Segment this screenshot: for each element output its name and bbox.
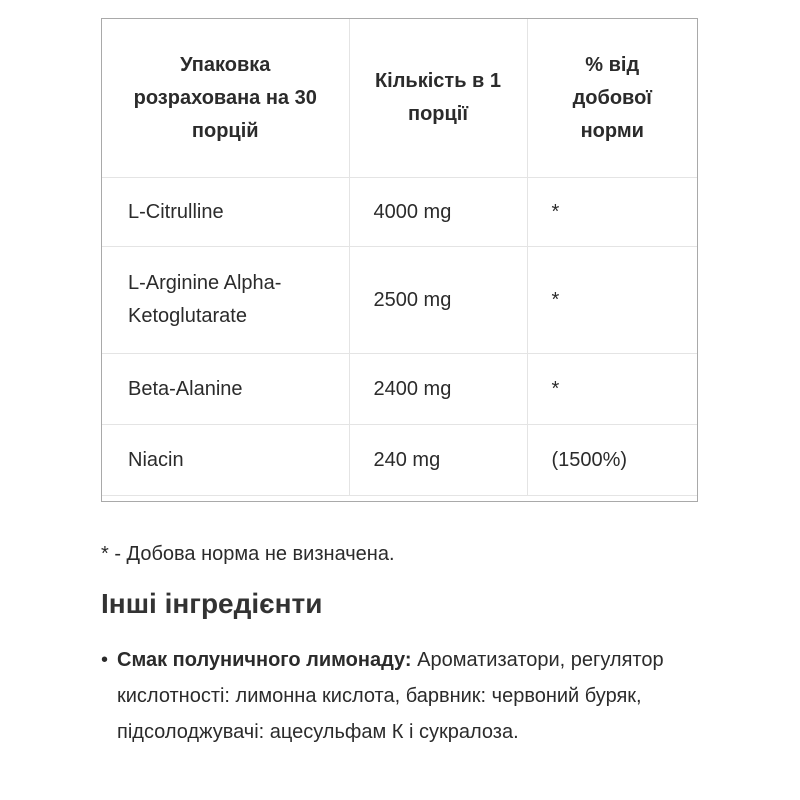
flavor-ingredients-text: Ароматизатори, регулятор кислотності: лимонна кислота, барвник: червоний буряк, підсолоджувачі: ацесульфам К і сукралоза. xyxy=(117,649,664,743)
other-ingredients-title: Інші інгредієнти xyxy=(101,588,323,619)
header-servings: Упаковка розрахована на 30 порцій xyxy=(102,19,349,178)
header-amount: Кількість в 1 порції xyxy=(349,19,527,178)
daily-value-footnote: * - Добова норма не визначена. xyxy=(101,543,395,565)
table-row xyxy=(102,178,697,247)
ingredient-name: Beta-Alanine xyxy=(102,354,349,425)
table-header-row xyxy=(102,19,697,178)
ingredient-name: L-Arginine Alpha-Ketoglutarate xyxy=(102,247,349,354)
ingredient-amount: 2400 mg xyxy=(349,354,527,425)
other-ingredients-list xyxy=(101,642,681,750)
ingredient-daily-value: * xyxy=(527,354,697,425)
ingredient-daily-value: * xyxy=(527,247,697,354)
flavor-label: Смак полуничного лимонаду: xyxy=(117,649,412,671)
supplement-table xyxy=(102,19,697,496)
ingredient-amount: 2500 mg xyxy=(349,247,527,354)
ingredient-daily-value: (1500%) xyxy=(527,425,697,496)
header-daily-value: % від добової норми xyxy=(527,19,697,178)
bullet-icon: • xyxy=(101,649,109,671)
ingredient-daily-value: * xyxy=(527,178,697,247)
ingredient-name: Niacin xyxy=(102,425,349,496)
supplement-facts-table xyxy=(101,18,698,502)
table-row xyxy=(102,425,697,496)
table-row xyxy=(102,354,697,425)
ingredient-amount: 240 mg xyxy=(349,425,527,496)
ingredient-amount: 4000 mg xyxy=(349,178,527,247)
list-item xyxy=(101,642,681,750)
table-row xyxy=(102,247,697,354)
ingredient-name: L-Citrulline xyxy=(102,178,349,247)
